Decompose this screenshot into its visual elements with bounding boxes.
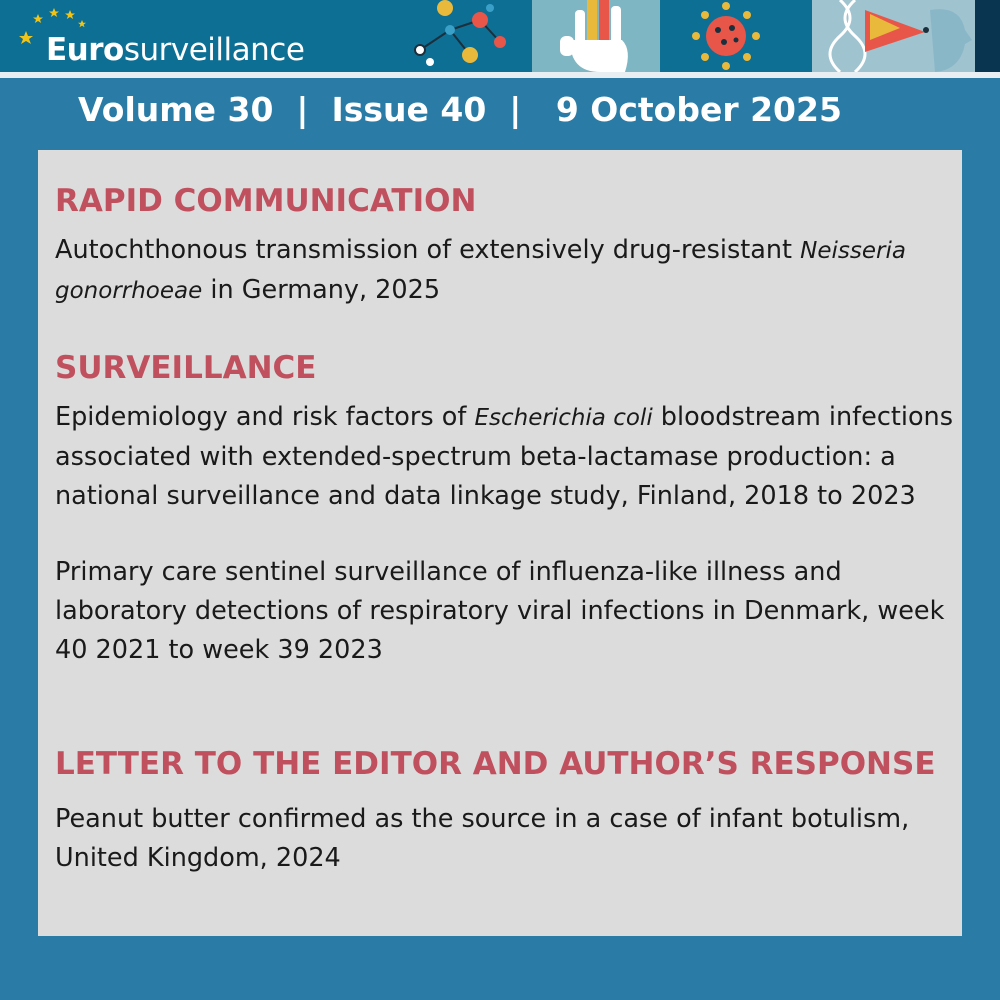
- contents-panel: [38, 150, 962, 936]
- article-link-ecoli[interactable]: Epidemiology and risk factors of Escherichia coli bloodstream infections associated with extended-spectrum beta-lactamase production: a national surveillance and data linkage study, Finland, 2018 to 2023: [55, 402, 954, 511]
- header-banner: [0, 0, 1000, 72]
- article-link-gonorrhoeae[interactable]: Autochthonous transmission of extensively drug-resistant Neisseria gonorrhoeae in Germany, 2025: [55, 235, 906, 305]
- issue-date: 9 October 2025: [555, 90, 842, 129]
- article-link-botulism[interactable]: Peanut butter confirmed as the source in a case of infant botulism, United Kingdom, 2024: [55, 804, 910, 873]
- article-link-influenza[interactable]: Primary care sentinel surveillance of influenza-like illness and laboratory detections of respiratory viral infections in Denmark, week 40 2021 to week 39 2023: [55, 557, 945, 665]
- section-heading-surveillance: SURVEILLANCE: [55, 350, 317, 386]
- header-divider: [0, 72, 1000, 78]
- banner-illustration: [400, 0, 1000, 72]
- issue-info: [0, 90, 920, 129]
- section-heading-rapid-communication: RAPID COMMUNICATION: [55, 183, 477, 219]
- section-heading-letter: LETTER TO THE EDITOR AND AUTHOR’S RESPONSE: [55, 746, 936, 782]
- separator: |: [486, 90, 556, 129]
- separator: |: [273, 90, 332, 129]
- network-icon: [415, 0, 506, 66]
- logo-text: Eurosurveillance: [46, 32, 305, 68]
- volume-label: Volume 30: [78, 90, 274, 129]
- issue-number: Issue 40: [331, 90, 487, 129]
- eurosurveillance-logo[interactable]: [18, 6, 308, 66]
